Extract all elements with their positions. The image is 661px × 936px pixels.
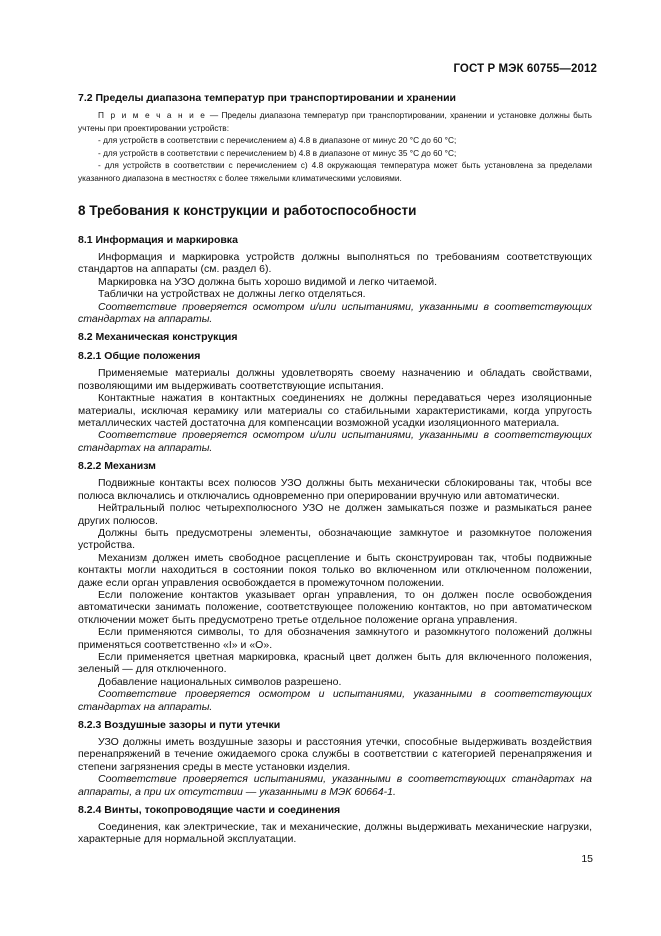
para-8-2-2-2: Нейтральный полюс четырехполюсного УЗО не должен замыкаться позже и размыкаться ранее других полюсов. xyxy=(78,502,592,527)
para-8-2-3-2-compliance: Соответствие проверяется испытаниями, указанными в соответствующих стандартах на аппараты, а при их отсутствии — указанными в МЭК 60664-1. xyxy=(78,773,592,798)
heading-7-2: 7.2 Пределы диапазона температур при транспортировании и хранении xyxy=(78,92,456,104)
heading-8: 8 Требования к конструкции и работоспособности xyxy=(78,203,417,218)
para-8-2-1-1: Применяемые материалы должны удовлетворять своему назначению и обладать свойствами, позволяющими им выдерживать соответствующие испытания. xyxy=(78,367,592,392)
heading-8-1: 8.1 Информация и маркировка xyxy=(78,234,238,246)
para-8-2-2-6: Если применяются символы, то для обозначения замкнутого и разомкнутого положений должны применяться соответственно «I» и «O». xyxy=(78,626,592,651)
heading-8-2: 8.2 Механическая конструкция xyxy=(78,331,238,344)
para-8-2-2-9-compliance: Соответствие проверяется осмотром и испытаниями, указанными в соответствующих стандартах на аппараты. xyxy=(78,688,592,713)
para-8-2-2-1: Подвижные контакты всех полюсов УЗО должны быть механически сблокированы так, чтобы все полюса включались и отключались одновременно при оперировании вручную или автоматически. xyxy=(78,477,592,502)
note-label: П р и м е ч а н и е xyxy=(98,110,207,120)
para-8-1-2: Маркировка на УЗО должна быть хорошо видимой и легко читаемой. xyxy=(98,275,438,288)
note-paragraph xyxy=(78,109,592,134)
note-text: — Пределы диапазона температур при транспортировании, хранении и установке должны быть учтены при проектировании устройств: xyxy=(78,110,592,133)
standard-header: ГОСТ Р МЭК 60755—2012 xyxy=(453,63,597,75)
heading-8-2-1: 8.2.1 Общие положения xyxy=(78,350,201,363)
para-8-1-3: Таблички на устройствах не должны легко отделяться. xyxy=(98,288,366,301)
note-item-c: - для устройств в соответствии с перечислением с) 4.8 окружающая температура может быть установлена за пределами указанного диапазона в местностях с более тяжелыми климатическими условиями. xyxy=(78,160,592,183)
para-8-2-2-3: Должны быть предусмотрены элементы, обозначающие замкнутое и разомкнутое положения устройства. xyxy=(78,526,592,552)
para-8-2-2-7: Если применяется цветная маркировка, красный цвет должен быть для включенного положения, зеленый — для отключенного. xyxy=(78,650,592,676)
para-8-2-2-4: Механизм должен иметь свободное расцепление и быть сконструирован так, чтобы подвижные контакты могли находиться в состоянии покоя только во включенном или отключенном положении, даже если орган управления освобождается в промежуточном положении. xyxy=(78,551,592,589)
note-item-a: - для устройств в соответствии с перечислением а) 4.8 в диапазоне от минус 20 °С до 60 °С; xyxy=(98,135,457,145)
heading-8-2-3: 8.2.3 Воздушные зазоры и пути утечки xyxy=(78,719,281,731)
para-8-1-1: Информация и маркировка устройств должны выполняться по требованиям соответствующих стандартов на аппараты (см. раздел 6). xyxy=(78,251,592,276)
para-8-1-4-compliance: Соответствие проверяется осмотром и/или испытаниями, указанными в соответствующих стандартах на аппараты. xyxy=(78,300,592,326)
heading-8-2-2: 8.2.2 Механизм xyxy=(78,460,156,473)
para-8-2-1-2: Контактные нажатия в контактных соединениях не должны передаваться через изоляционные материалы, исключая керамику или материалы со стабильными характеристиками, когда упругость металлических частей достаточна для компенсации возможной усадки изоляционного материала. xyxy=(78,392,592,430)
page-number: 15 xyxy=(581,853,593,865)
heading-8-2-4: 8.2.4 Винты, токопроводящие части и соединения xyxy=(78,804,341,817)
para-8-2-4-1: Соединения, как электрические, так и механические, должны выдерживать механические нагрузки, характерные для нормальной эксплуатации. xyxy=(78,821,592,846)
note-item-b: - для устройств в соответствии с перечислением b) 4.8 в диапазоне от минус 35 °С до 60 °С; xyxy=(98,147,457,158)
para-8-2-3-1: УЗО должны иметь воздушные зазоры и расстояния утечки, способные выдерживать воздействия перенапряжений в течение ожидаемого срока службы в соответствии с категорией перенапряжения и степени загрязнения среды в месте установки изделия. xyxy=(78,736,592,773)
para-8-2-2-5: Если положение контактов указывает орган управления, то он должен после освобождения автоматически занимать положение, соответствующее положению контактов, но при автоматическом отключении может быть предусмотрено третье отдельное положение органа управления. xyxy=(78,588,592,626)
page-content xyxy=(78,91,592,846)
para-8-2-1-3-compliance: Соответствие проверяется осмотром и/или испытаниями, указанными в соответствующих стандартах на аппараты. xyxy=(78,429,592,454)
para-8-2-2-8: Добавление национальных символов разрешено. xyxy=(98,675,342,688)
